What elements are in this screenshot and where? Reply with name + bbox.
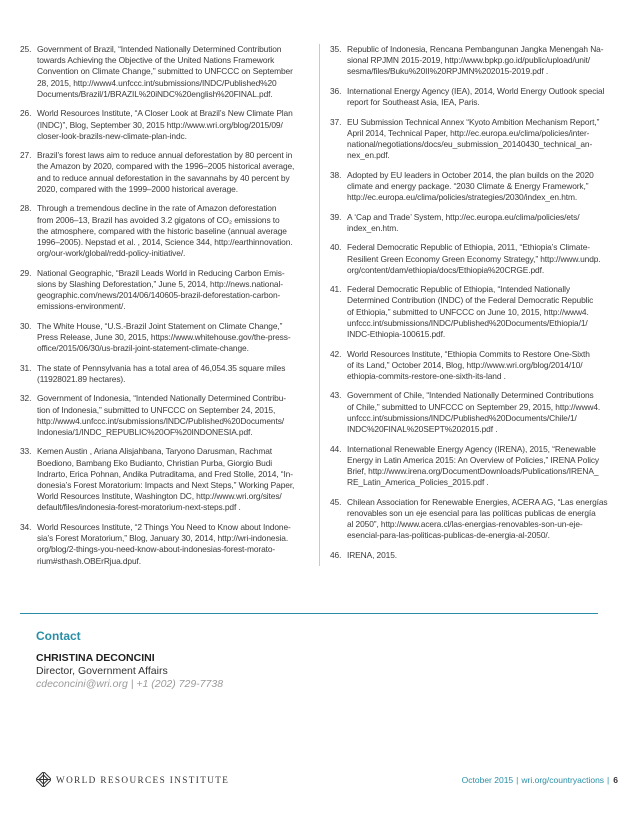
reference-number: 35.	[330, 44, 342, 54]
reference-item	[20, 363, 308, 385]
reference-item	[330, 444, 620, 489]
reference-item	[330, 497, 620, 542]
reference-number: 44.	[330, 443, 342, 454]
reference-text: Chilean Association for Renewable Energies, ACERA AG, “Las energías renovables son un eje esencial para las políticas publicas de energía al 2050”, http://www.acera.cl/las-energias-renovables-son-un-eje- esencial-para-las-politicas-publicas-de-energia-al-2050/.	[347, 496, 608, 541]
reference-item	[20, 203, 308, 259]
reference-text: Federal Democratic Republic of Ethiopia, “Intended Nationally Determined Contribution (INDC) of the Federal Democratic Republic of Ethiopia,” submitted to UNFCCC on June 10, 2015, http://www4. unfccc.int/submissions/INDC/Published%20Documents/Ethiopia/1/ INDC-Ethiopia-100615.pdf.	[347, 284, 594, 340]
reference-text: The state of Pennsylvania has a total area of 46,054.35 square miles (11928021.89 hectares).	[37, 362, 286, 384]
reference-text: IRENA, 2015.	[347, 549, 398, 560]
contact-heading: Contact	[36, 629, 81, 643]
wri-logo	[36, 772, 229, 787]
reference-item	[330, 117, 620, 162]
reference-text: National Geographic, “Brazil Leads World in Reducing Carbon Emis- sions by Slashing Deforestation,” June 5, 2014, http://news.national- geographic.com/news/2014/06/140605-brazil-deforestation-carbon- emissions-environment/.	[37, 267, 285, 312]
reference-number: 46.	[330, 549, 342, 560]
page-number: 6	[613, 775, 618, 785]
reference-number: 29.	[20, 267, 32, 278]
reference-item	[330, 390, 620, 435]
reference-text: Government of Indonesia, “Intended Nationally Determined Contribu- tion of Indonesia,” submitted to UNFCCC on September 24, 2015, http://www4.unfccc.int/submissions/INDC/Published%20Documents/ Indonesia/1/INDC_REPUBLIC%20OF%20INDONESIA.pdf.	[37, 393, 286, 437]
reference-number: 42.	[330, 348, 342, 359]
reference-text: Government of Brazil, “Intended Nationally Determined Contribution towards Achieving the Objective of the United Nations Framework Convention on Climate Change,” submitted to UNFCCC on September 28, 2015, http://www4.unfccc.int/submissions/INDC/Published%20 Documents/Brazil/1/BRAZIL%20iNDC%20english%20FINAL.pdf.	[37, 44, 293, 99]
reference-text: World Resources Institute, “Ethiopia Commits to Restore One-Sixth of its Land,” October 2014, Blog, http://www.wri.org/blog/2014/10/ ethiopia-commits-restore-one-sixth-its-land .	[347, 348, 590, 381]
reference-number: 30.	[20, 320, 32, 331]
reference-number: 31.	[20, 362, 32, 373]
reference-number: 26.	[20, 108, 32, 119]
column-divider	[319, 44, 320, 566]
footer-meta	[462, 775, 618, 785]
reference-text: A ‘Cap and Trade’ System, http://ec.europa.eu/clima/policies/ets/ index_en.htm.	[347, 211, 580, 233]
references-left-column	[20, 44, 308, 575]
reference-number: 27.	[20, 150, 32, 161]
footer-site-link[interactable]: wri.org/countryactions	[521, 775, 605, 785]
contact-info[interactable]: cdeconcini@wri.org | +1 (202) 729-7738	[36, 678, 224, 690]
reference-number: 41.	[330, 284, 342, 295]
reference-text: Federal Democratic Republic of Ethiopia, 2011, “Ethiopia’s Climate- Resilient Green Economy Green Economy Strategy,” http://www.undp. org/content/dam/ethiopia/docs/Ethiopia%20CRGE.pdf.	[347, 242, 601, 275]
footer-date: October 2015	[461, 775, 514, 785]
reference-number: 45.	[330, 496, 342, 507]
logo-text: WORLD RESOURCES INSTITUTE	[56, 774, 230, 785]
reference-text: World Resources Institute, “2 Things You Need to Know about Indone- sia’s Forest Moratorium,” Blog, January 30, 2014, http://wri-indonesia. org/blog/2-things-you-need-know-about-indonesias-forest-morato- rium#sthash.OBErRjua.dpuf.	[37, 521, 291, 566]
reference-item	[330, 44, 620, 78]
reference-item	[330, 212, 620, 234]
reference-text: Government of Chile, “Intended Nationally Determined Contributions of Chile,” submitted to UNFCCC on September 29, 2015, http://www4. unfccc.int/submissions/INDC/Published%20Documents/Chile/1/ INDC%20FINAL%20SEPT%202015.pdf .	[347, 390, 601, 435]
reference-text: Kemen Austin , Ariana Alisjahbana, Taryono Darusman, Rachmat Boediono, Bambang Eko Budianto, Christian Purba, Giorgio Budi Indrarto, Erica Pohnan, Andika Putraditama, and Fred Stolle, 2014, “In- donesia’s Forest Moratorium: Impacts and Next Steps,” Working Paper, World Resources Institute, Washington DC, http://www.wri.org/sites/ default/files/indonesia-forest-moratorium-next-steps.pdf .	[37, 446, 295, 513]
reference-item	[20, 393, 308, 438]
footer-separator: |	[516, 775, 519, 785]
reference-item	[330, 284, 620, 340]
reference-text: Through a tremendous decline in the rate of Amazon deforestation from 2006–13, Brazil has avoided 3.2 gigatons of CO₂ emissions to the atmosphere, compared with the historic baseline (annual average 1996–2005). Nepstad et al. , 2014, Science 344, http://earthinnovation. org/our-work/global/redd-policy-initiative/.	[37, 203, 293, 259]
reference-item	[330, 170, 620, 204]
reference-number: 38.	[330, 169, 342, 180]
footer-separator: |	[607, 775, 610, 785]
reference-item	[330, 86, 620, 108]
reference-number: 28.	[20, 203, 32, 214]
wri-knot-logo-icon	[36, 772, 51, 787]
reference-item	[20, 522, 308, 567]
reference-item	[20, 150, 308, 195]
reference-item	[20, 108, 308, 142]
reference-number: 43.	[330, 390, 342, 401]
reference-text: The White House, “U.S.-Brazil Joint Statement on Climate Change,” Press Release, June 30, 2015, https://www.whitehouse.gov/the-press- office/2015/06/30/us-brazil-joint-statement-climate-change.	[37, 320, 291, 354]
reference-number: 36.	[330, 85, 342, 96]
reference-text: Adopted by EU leaders in October 2014, the plan builds on the 2020 climate and energy package. “2030 Climate & Energy Framework,” http://ec.europa.eu/clima/policies/strategies/2030/index_en.htm.	[347, 169, 594, 203]
reference-text: International Renewable Energy Agency (IRENA), 2015, “Renewable Energy in Latin America 2015: An Overview of Policies,” IRENA Policy Brief, http://www.irena.org/DocumentDownloads/Publications/IRENA_ RE_Latin_America_Policies_2015.pdf .	[347, 443, 600, 488]
reference-number: 33.	[20, 446, 32, 457]
reference-text: World Resources Institute, “A Closer Look at Brazil’s New Climate Plan (INDC)”, Blog, September 30, 2015 http://www.wri.org/blog/2015/09/ closer-look-brazils-new-climate-plan-indc.	[37, 108, 293, 141]
reference-item	[20, 44, 308, 100]
reference-item	[20, 321, 308, 355]
reference-item	[330, 242, 620, 276]
reference-item	[330, 550, 620, 561]
reference-item	[20, 446, 308, 513]
reference-number: 34.	[20, 521, 32, 532]
reference-item	[330, 349, 620, 383]
contact-name: CHRISTINA DECONCINI	[36, 652, 155, 664]
contact-block	[36, 629, 223, 691]
reference-text: International Energy Agency (IEA), 2014, World Energy Outlook special report for Southeast Asia, IEA, Paris.	[347, 85, 605, 108]
reference-text: Republic of Indonesia, Rencana Pembangunan Jangka Menengah Na- sional RPJMN 2015-2019, http://www.bpkp.go.id/public/upload/unit/ sesma/files/Buku%20II%20RPJMN%202015-2019.pdf .	[347, 44, 604, 77]
reference-number: 25.	[20, 44, 32, 54]
reference-number: 37.	[330, 116, 342, 127]
reference-text: EU Submission Technical Annex “Kyoto Ambition Mechanism Report,” April 2014, Technical Paper, http://ec.europa.eu/clima/policies/inter- national/negotiations/docs/eu_submission_20140430_technical_an- nex_en.pdf.	[347, 116, 600, 161]
references-right-column	[330, 44, 620, 569]
reference-number: 39.	[330, 211, 342, 222]
page-footer	[0, 770, 638, 790]
contact-role: Director, Government Affairs	[36, 665, 168, 677]
reference-number: 40.	[330, 242, 342, 253]
reference-number: 32.	[20, 393, 32, 404]
reference-item	[20, 268, 308, 313]
contact-divider	[20, 613, 598, 614]
reference-text: Brazil’s forest laws aim to reduce annual deforestation by 80 percent in the Amazon by 2020, compared with the 1996–2005 historical average, and to reduce annual deforestation in the savannahs by 40 percent by 2020, compared with the 1999–2000 historical average.	[37, 150, 295, 194]
